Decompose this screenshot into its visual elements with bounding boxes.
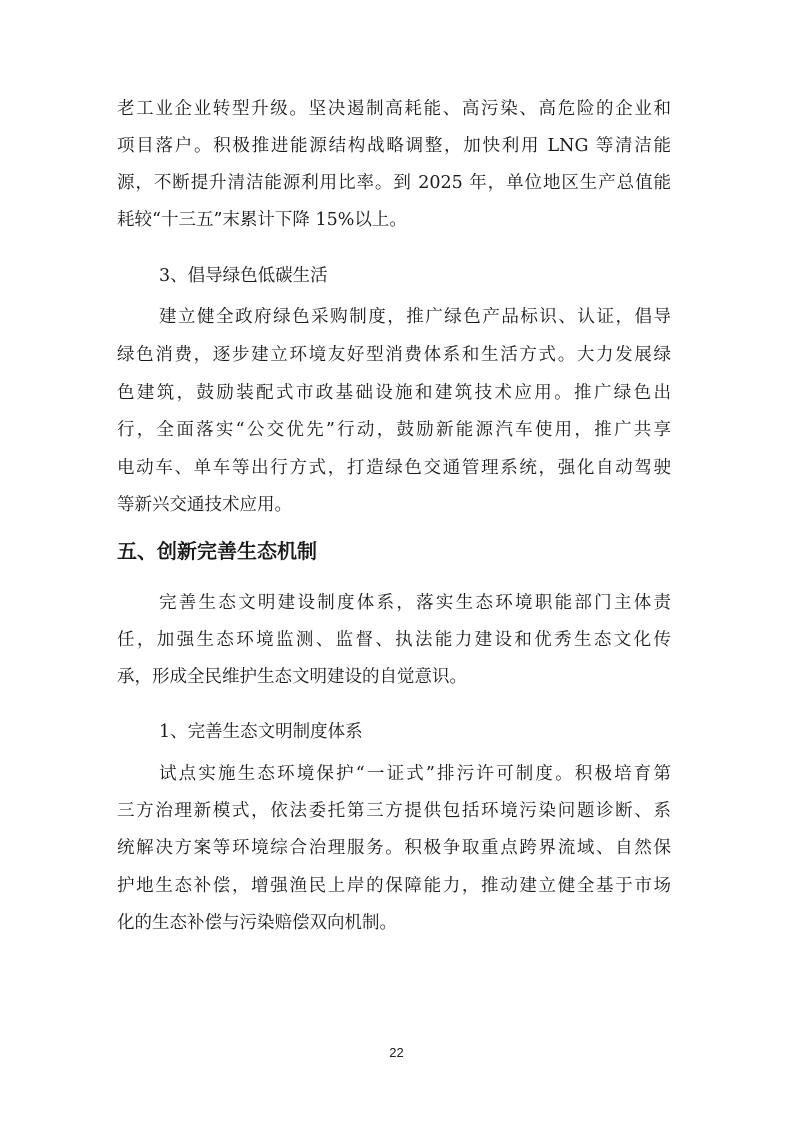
- body-text-line: 护地生态补偿，增强渔民上岸的保障能力，推动建立健全基于市场: [117, 876, 671, 896]
- body-text-line: 等新兴交通技术应用。: [117, 495, 292, 515]
- body-text-line: 行，全面落实“公交优先”行动，鼓励新能源汽车使用，推广共享: [117, 420, 671, 440]
- body-text-line: 项目落户。积极推进能源结构战略调整，加快利用 LNG 等清洁能: [117, 136, 671, 156]
- body-text-line: 色建筑，鼓励装配式市政基础设施和建筑技术应用。推广绿色出: [117, 383, 671, 403]
- body-text-line: 耗较“十三五”末累计下降 15%以上。: [117, 210, 407, 230]
- body-text-line: 绿色消费，逐步建立环境友好型消费体系和生活方式。大力发展绿: [117, 345, 671, 365]
- body-text-line: 试点实施生态环境保护“一证式”排污许可制度。积极培育第: [159, 764, 671, 784]
- body-text-line: 完善生态文明建设制度体系，落实生态环境职能部门主体责: [159, 593, 671, 613]
- body-text-line: 三方治理新模式，依法委托第三方提供包括环境污染问题诊断、系: [117, 801, 671, 821]
- body-text-line: 统解决方案等环境综合治理服务。积极争取重点跨界流域、自然保: [117, 838, 671, 858]
- body-text-line: 源，不断提升清洁能源利用比率。到 2025 年，单位地区生产总值能: [117, 173, 671, 193]
- subheading: 3、倡导绿色低碳生活: [159, 266, 328, 286]
- page-number: 22: [389, 1045, 404, 1060]
- section-heading: 五、创新完善生态机制: [117, 539, 317, 563]
- body-text-line: 承，形成全民维护生态文明建设的自觉意识。: [117, 667, 467, 687]
- body-text-line: 老工业企业转型升级。坚决遏制高耗能、高污染、高危险的企业和: [117, 99, 671, 119]
- body-text-line: 电动车、单车等出行方式，打造绿色交通管理系统，强化自动驾驶: [117, 458, 671, 478]
- body-text-line: 任，加强生态环境监测、监督、执法能力建设和优秀生态文化传: [117, 630, 671, 650]
- subheading: 1、完善生态文明制度体系: [159, 722, 363, 742]
- body-text-line: 化的生态补偿与污染赔偿双向机制。: [117, 913, 397, 933]
- body-text-line: 建立健全政府绿色采购制度，推广绿色产品标识、认证，倡导: [159, 307, 671, 327]
